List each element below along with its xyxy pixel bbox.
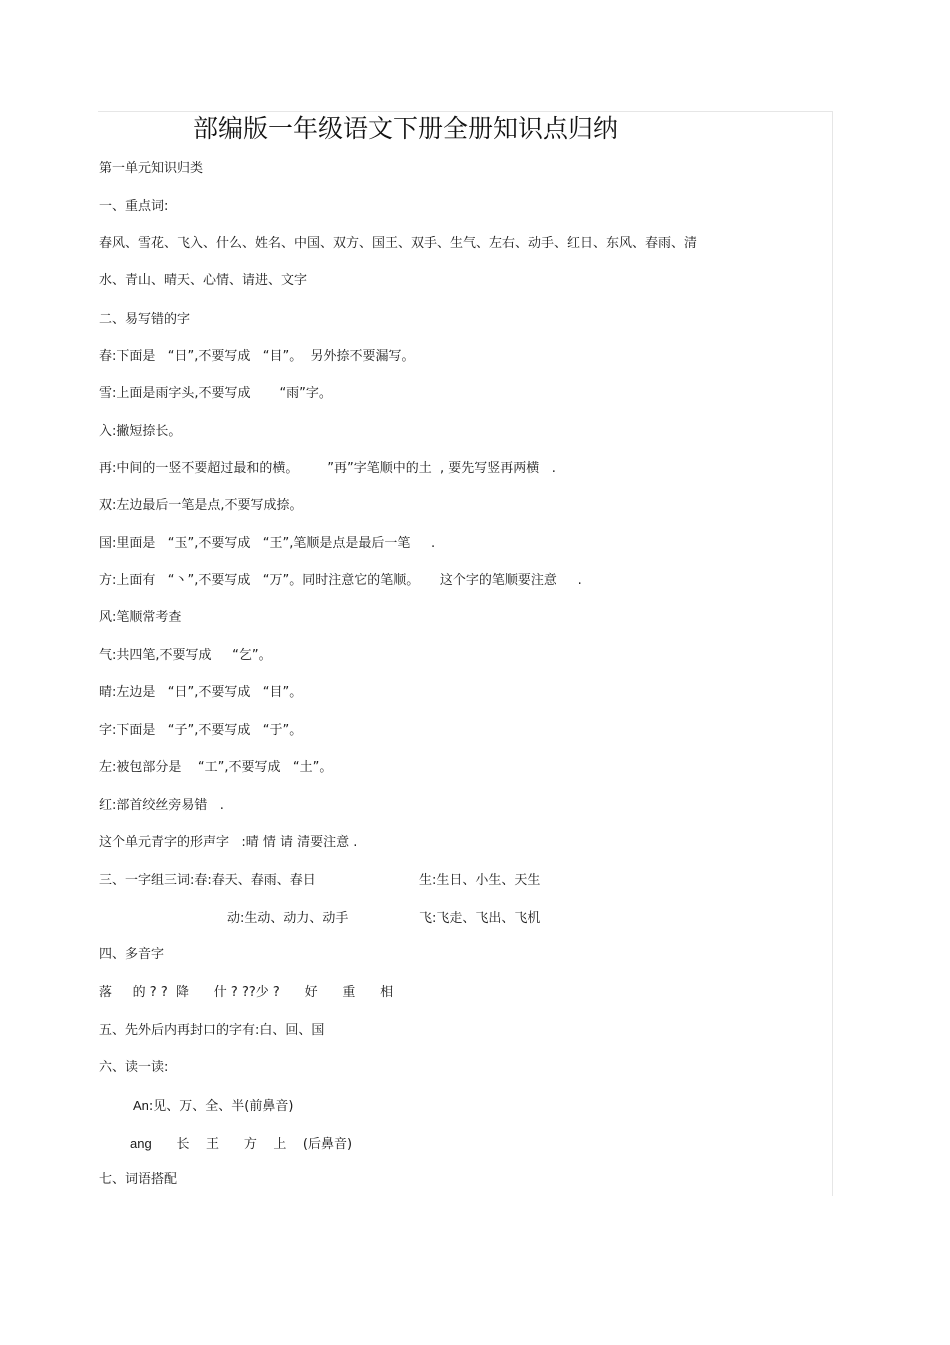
char-note-hong: 红:部首绞丝旁易错 . (99, 798, 224, 813)
char-note-feng: 风:笔顺常考查 (99, 610, 182, 625)
an-text: :见、万、全、半(前鼻音) (148, 1099, 294, 1114)
section-1-heading: 一、重点词: (99, 199, 169, 214)
char-note-guo: 国:里面是 “玉”,不要写成 “王”,笔顺是点是最后一笔 . (99, 536, 436, 551)
char-note-xingsheng: 这个单元青字的形声字 :晴 情 请 清要注意 . (99, 835, 358, 850)
char-note-qi: 气:共四笔,不要写成 “乞”。 (99, 648, 272, 663)
ang-text: 长 王 方 上 (后鼻音) (151, 1137, 353, 1152)
ang-label: ang (130, 1136, 152, 1151)
an-label: An (133, 1098, 149, 1113)
char-note-shuang: 双:左边最后一笔是点,不要写成捺。 (99, 498, 303, 513)
section-3-fei: 飞:飞走、飞出、飞机 (419, 911, 541, 926)
reading-an-line (133, 1097, 293, 1116)
char-note-chun: 春:下面是 “日”,不要写成 “目”。 另外捺不要漏写。 (99, 349, 415, 364)
unit-heading: 第一单元知识归类 (99, 161, 204, 176)
section-2-heading: 二、易写错的字 (99, 312, 191, 327)
page-border-right (832, 111, 833, 1196)
char-note-zai: 再:中间的一竖不要超过最和的横。 ”再”字笔顺中的土 , 要先写竖再两横 . (99, 461, 556, 476)
char-note-ru: 入:撇短捺长。 (99, 424, 182, 439)
char-note-fang: 方:上面有 “丶”,不要写成 “万”。同时注意它的笔顺。 这个字的笔顺要注意 . (99, 573, 582, 588)
char-note-qing: 晴:左边是 “日”,不要写成 “目”。 (99, 685, 303, 700)
section-5-line: 五、先外后内再封口的字有:白、回、国 (99, 1023, 325, 1038)
section-3-sheng: 生:生日、小生、天生 (419, 873, 541, 888)
section-3-dong: 动:生动、动力、动手 (227, 911, 349, 926)
key-words-line-2: 水、青山、晴天、心情、请进、文字 (99, 273, 308, 288)
char-note-zi: 字:下面是 “子”,不要写成 “于”。 (99, 723, 303, 738)
char-note-zuo: 左:被包部分是 “工”,不要写成 “土”。 (99, 760, 333, 775)
key-words-line-1: 春风、雪花、飞入、什么、姓名、中国、双方、国王、双手、生气、左右、动手、红日、东风、春雨、清 (99, 236, 698, 251)
section-3-line-1: 三、一字组三词:春:春天、春雨、春日 (99, 873, 316, 888)
polyphone-line: 落 的 ? ? 降 什 ? ??少 ? 好 重 相 (99, 985, 394, 1000)
document-title: 部编版一年级语文下册全册知识点归纳 (193, 114, 619, 143)
section-6-heading: 六、读一读: (99, 1060, 169, 1075)
char-note-xue: 雪:上面是雨字头,不要写成 “雨”字。 (99, 386, 332, 401)
reading-ang-line (130, 1135, 352, 1154)
section-7-heading: 七、词语搭配 (99, 1172, 178, 1187)
section-4-heading: 四、多音字 (99, 947, 165, 962)
